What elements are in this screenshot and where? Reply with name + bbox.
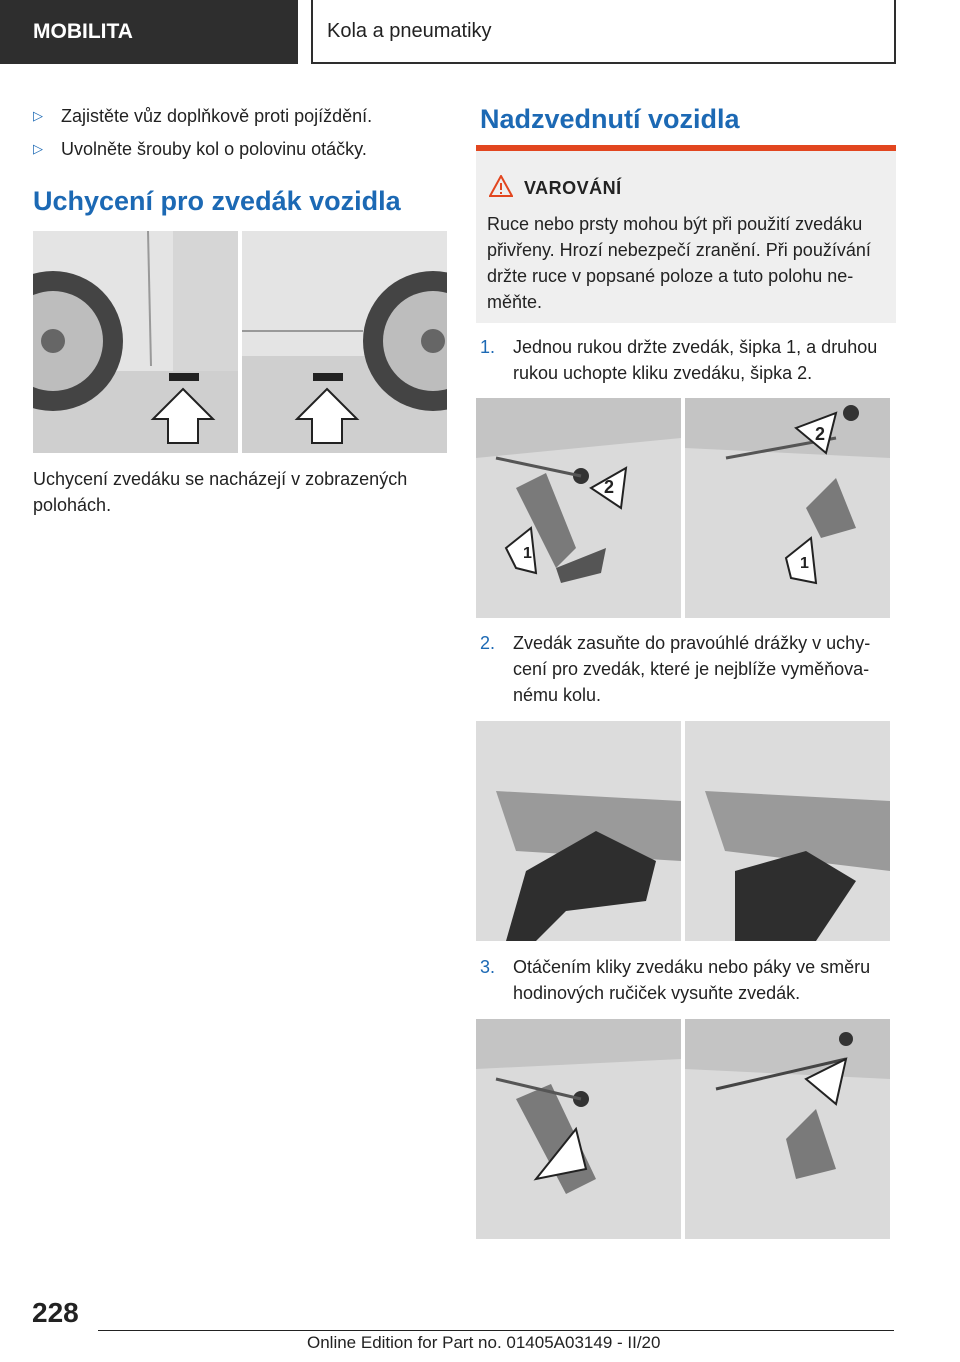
step-number: 3. (480, 957, 496, 977)
section-tab: MOBILITA (0, 0, 298, 64)
warning-box (476, 145, 896, 323)
step-number: 1. (480, 337, 496, 357)
footer-edition: Online Edition for Part no. 01405A03149 - II/20 (307, 1333, 661, 1352)
warning-text: Ruce nebo prsty mohou být při použití zvedáku přivřeny. Hrozí nebezpečí zranění. Při používání držte ruce v popsané poloze a tuto polohu ne- měňte. (487, 214, 871, 312)
warning-title: VAROVÁNÍ (524, 178, 622, 198)
triangle-bullet-icon: ▷ (33, 141, 43, 156)
step-1 (480, 334, 901, 390)
section-heading-lifting: Nadzvednutí vozidla (480, 104, 740, 134)
section-heading-jack-points: Uchycení pro zvedák vozidla (33, 186, 401, 216)
bullet-item: ▷ Zajistěte vůz doplňkově proti pojíždění. (33, 106, 373, 126)
arrow-label: 2 (815, 424, 826, 444)
arrow-label: 1 (523, 545, 532, 562)
jack-points-illustration (33, 231, 447, 453)
page-number: 228 (32, 1297, 79, 1328)
step-3-illustration (476, 1019, 890, 1239)
arrow-label: 2 (604, 477, 615, 497)
step-2 (480, 630, 901, 710)
step-2-illustration (476, 721, 890, 941)
warning-triangle-icon (489, 175, 513, 197)
step-1-illustration (476, 398, 890, 618)
jack-points-caption: Uchycení zvedáku se nacházejí v zobrazených polohách. (33, 469, 408, 515)
step-text: Otáčením kliky zvedáku nebo páky ve směru hodinových ručiček vysuňte zvedák. (513, 957, 871, 1003)
chapter-title: Kola a pneumatiky (311, 0, 896, 64)
step-text: Jednou rukou držte zvedák, šipka 1, a druhou rukou uchopte kliku zvedáku, šipka 2. (513, 337, 878, 383)
arrow-label: 1 (800, 555, 809, 572)
step-3 (480, 954, 901, 1010)
step-text: Zvedák zasuňte do pravoúhlé drážky v uchy- cení pro zvedák, které je nejblíže vyměňova- nému kolu. (513, 633, 871, 705)
footer-divider (98, 1330, 894, 1331)
step-number: 2. (480, 633, 496, 653)
bullet-item: ▷ Uvolněte šrouby kol o polovinu otáčky. (33, 139, 367, 159)
triangle-bullet-icon: ▷ (33, 108, 43, 123)
